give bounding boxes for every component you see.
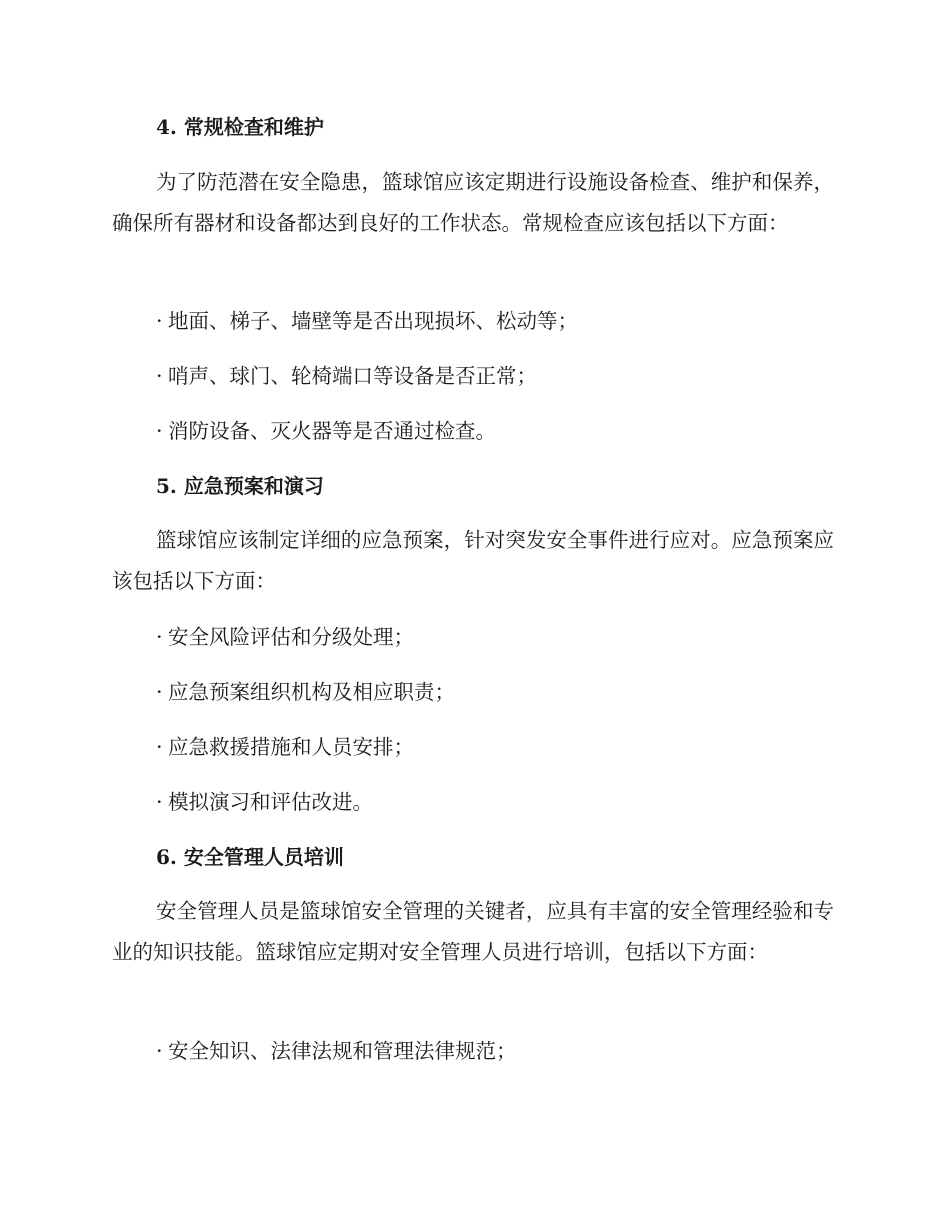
section-heading: 5. 应急预案和演习: [156, 474, 324, 498]
bullet-marker: ·: [156, 309, 163, 333]
section-heading: 6. 安全管理人员培训: [156, 845, 344, 869]
list-item-text: 模拟演习和评估改进。: [168, 790, 373, 814]
list-item-text: 哨声、球门、轮椅端口等设备是否正常；: [168, 364, 537, 388]
bullet-marker: ·: [156, 790, 163, 814]
bullet-marker: ·: [156, 364, 163, 388]
list-item: [156, 308, 578, 334]
list-item-text: 安全知识、法律法规和管理法律规范；: [168, 1039, 517, 1063]
list-item: [156, 624, 414, 650]
section-paragraph: 为了防范潜在安全隐患，篮球馆应该定期进行设施设备检查、维护和保养，确保所有器材和设备都达到良好的工作状态。常规检查应该包括以下方面：: [112, 170, 834, 235]
section-paragraph: 篮球馆应该制定详细的应急预案，针对突发安全事件进行应对。应急预案应该包括以下方面：: [112, 528, 834, 593]
list-item: [156, 1038, 517, 1064]
list-item-text: 地面、梯子、墙壁等是否出现损坏、松动等；: [168, 309, 578, 333]
list-item-text: 应急预案组织机构及相应职责；: [168, 680, 455, 704]
bullet-marker: ·: [156, 680, 163, 704]
section-paragraph: 安全管理人员是篮球馆安全管理的关键者，应具有丰富的安全管理经验和专业的知识技能。篮球馆应定期对安全管理人员进行培训，包括以下方面：: [112, 899, 834, 964]
bullet-marker: ·: [156, 419, 163, 443]
bullet-marker: ·: [156, 1039, 163, 1063]
list-item: [156, 734, 414, 760]
list-item-text: 消防设备、灭火器等是否通过检查。: [168, 419, 496, 443]
list-item: [156, 789, 373, 815]
list-item-text: 安全风险评估和分级处理；: [168, 625, 414, 649]
list-item-text: 应急救援措施和人员安排；: [168, 735, 414, 759]
list-item: [156, 363, 537, 389]
section-heading: 4. 常规检查和维护: [156, 115, 324, 139]
bullet-marker: ·: [156, 735, 163, 759]
bullet-marker: ·: [156, 625, 163, 649]
list-item: [156, 418, 496, 444]
list-item: [156, 679, 455, 705]
